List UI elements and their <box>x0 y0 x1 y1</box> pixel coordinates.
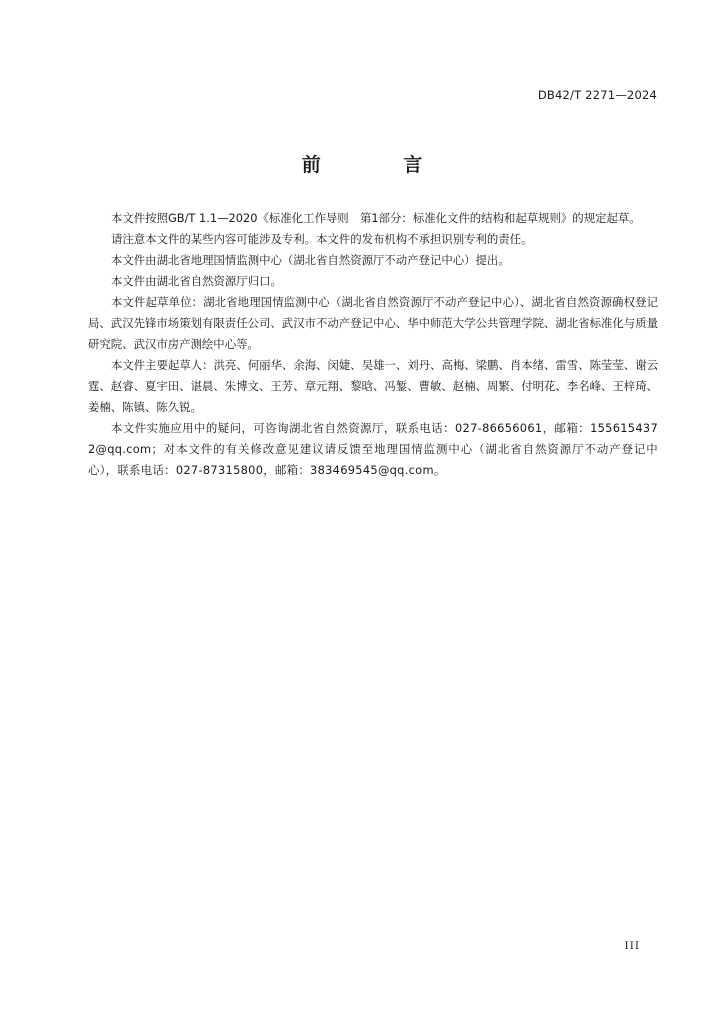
paragraph-centralized-unit: 本文件由湖北省自然资源厅归口。 <box>111 274 282 288</box>
foreword-body <box>88 208 658 481</box>
paragraph-proposer: 本文件由湖北省地理国情监测中心（湖北省自然资源厅不动产登记中心）提出。 <box>111 253 510 267</box>
paragraph-drafters: 本文件主要起草人：洪亮、何丽华、余海、闵婕、吴雄一、刘丹、高梅、梁鹏、肖本绪、雷雪、陈莹莹、谢云霆、赵睿、夏宇田、谌晨、朱博文、王芳、章元翔、黎晗、冯錾、曹敏、赵楠、周繁、付明花、李名峰、王梓琦、姜楠、陈镇、陈久锐。 <box>88 358 658 414</box>
page-title: 前 言 <box>301 154 461 176</box>
page-number: III <box>624 940 640 952</box>
document-code: DB42/T 2271—2024 <box>537 88 657 102</box>
paragraph-contact: 本文件实施应用中的疑问，可咨询湖北省自然资源厅，联系电话：027-86656061，邮箱：1556154372@qq.com；对本文件的有关修改意见建议请反馈至地理国情监测中心（湖北省自然资源厅不动产登记中心），联系电话：027-87315800，邮箱：383469545@qq.com。 <box>88 421 658 477</box>
paragraph-drafting-rules: 本文件按照GB/T 1.1—2020《标准化工作导则 第1部分：标准化文件的结构和起草规则》的规定起草。 <box>111 211 641 225</box>
paragraph-patent-notice: 请注意本文件的某些内容可能涉及专利。本文件的发布机构不承担识别专利的责任。 <box>111 232 533 246</box>
paragraph-drafting-units: 本文件起草单位：湖北省地理国情监测中心（湖北省自然资源厅不动产登记中心）、湖北省自然资源确权登记局、武汉先锋市场策划有限责任公司、武汉市不动产登记中心、华中师范大学公共管理学院、湖北省标准化与质量研究院、武汉市房产测绘中心等。 <box>88 295 658 351</box>
